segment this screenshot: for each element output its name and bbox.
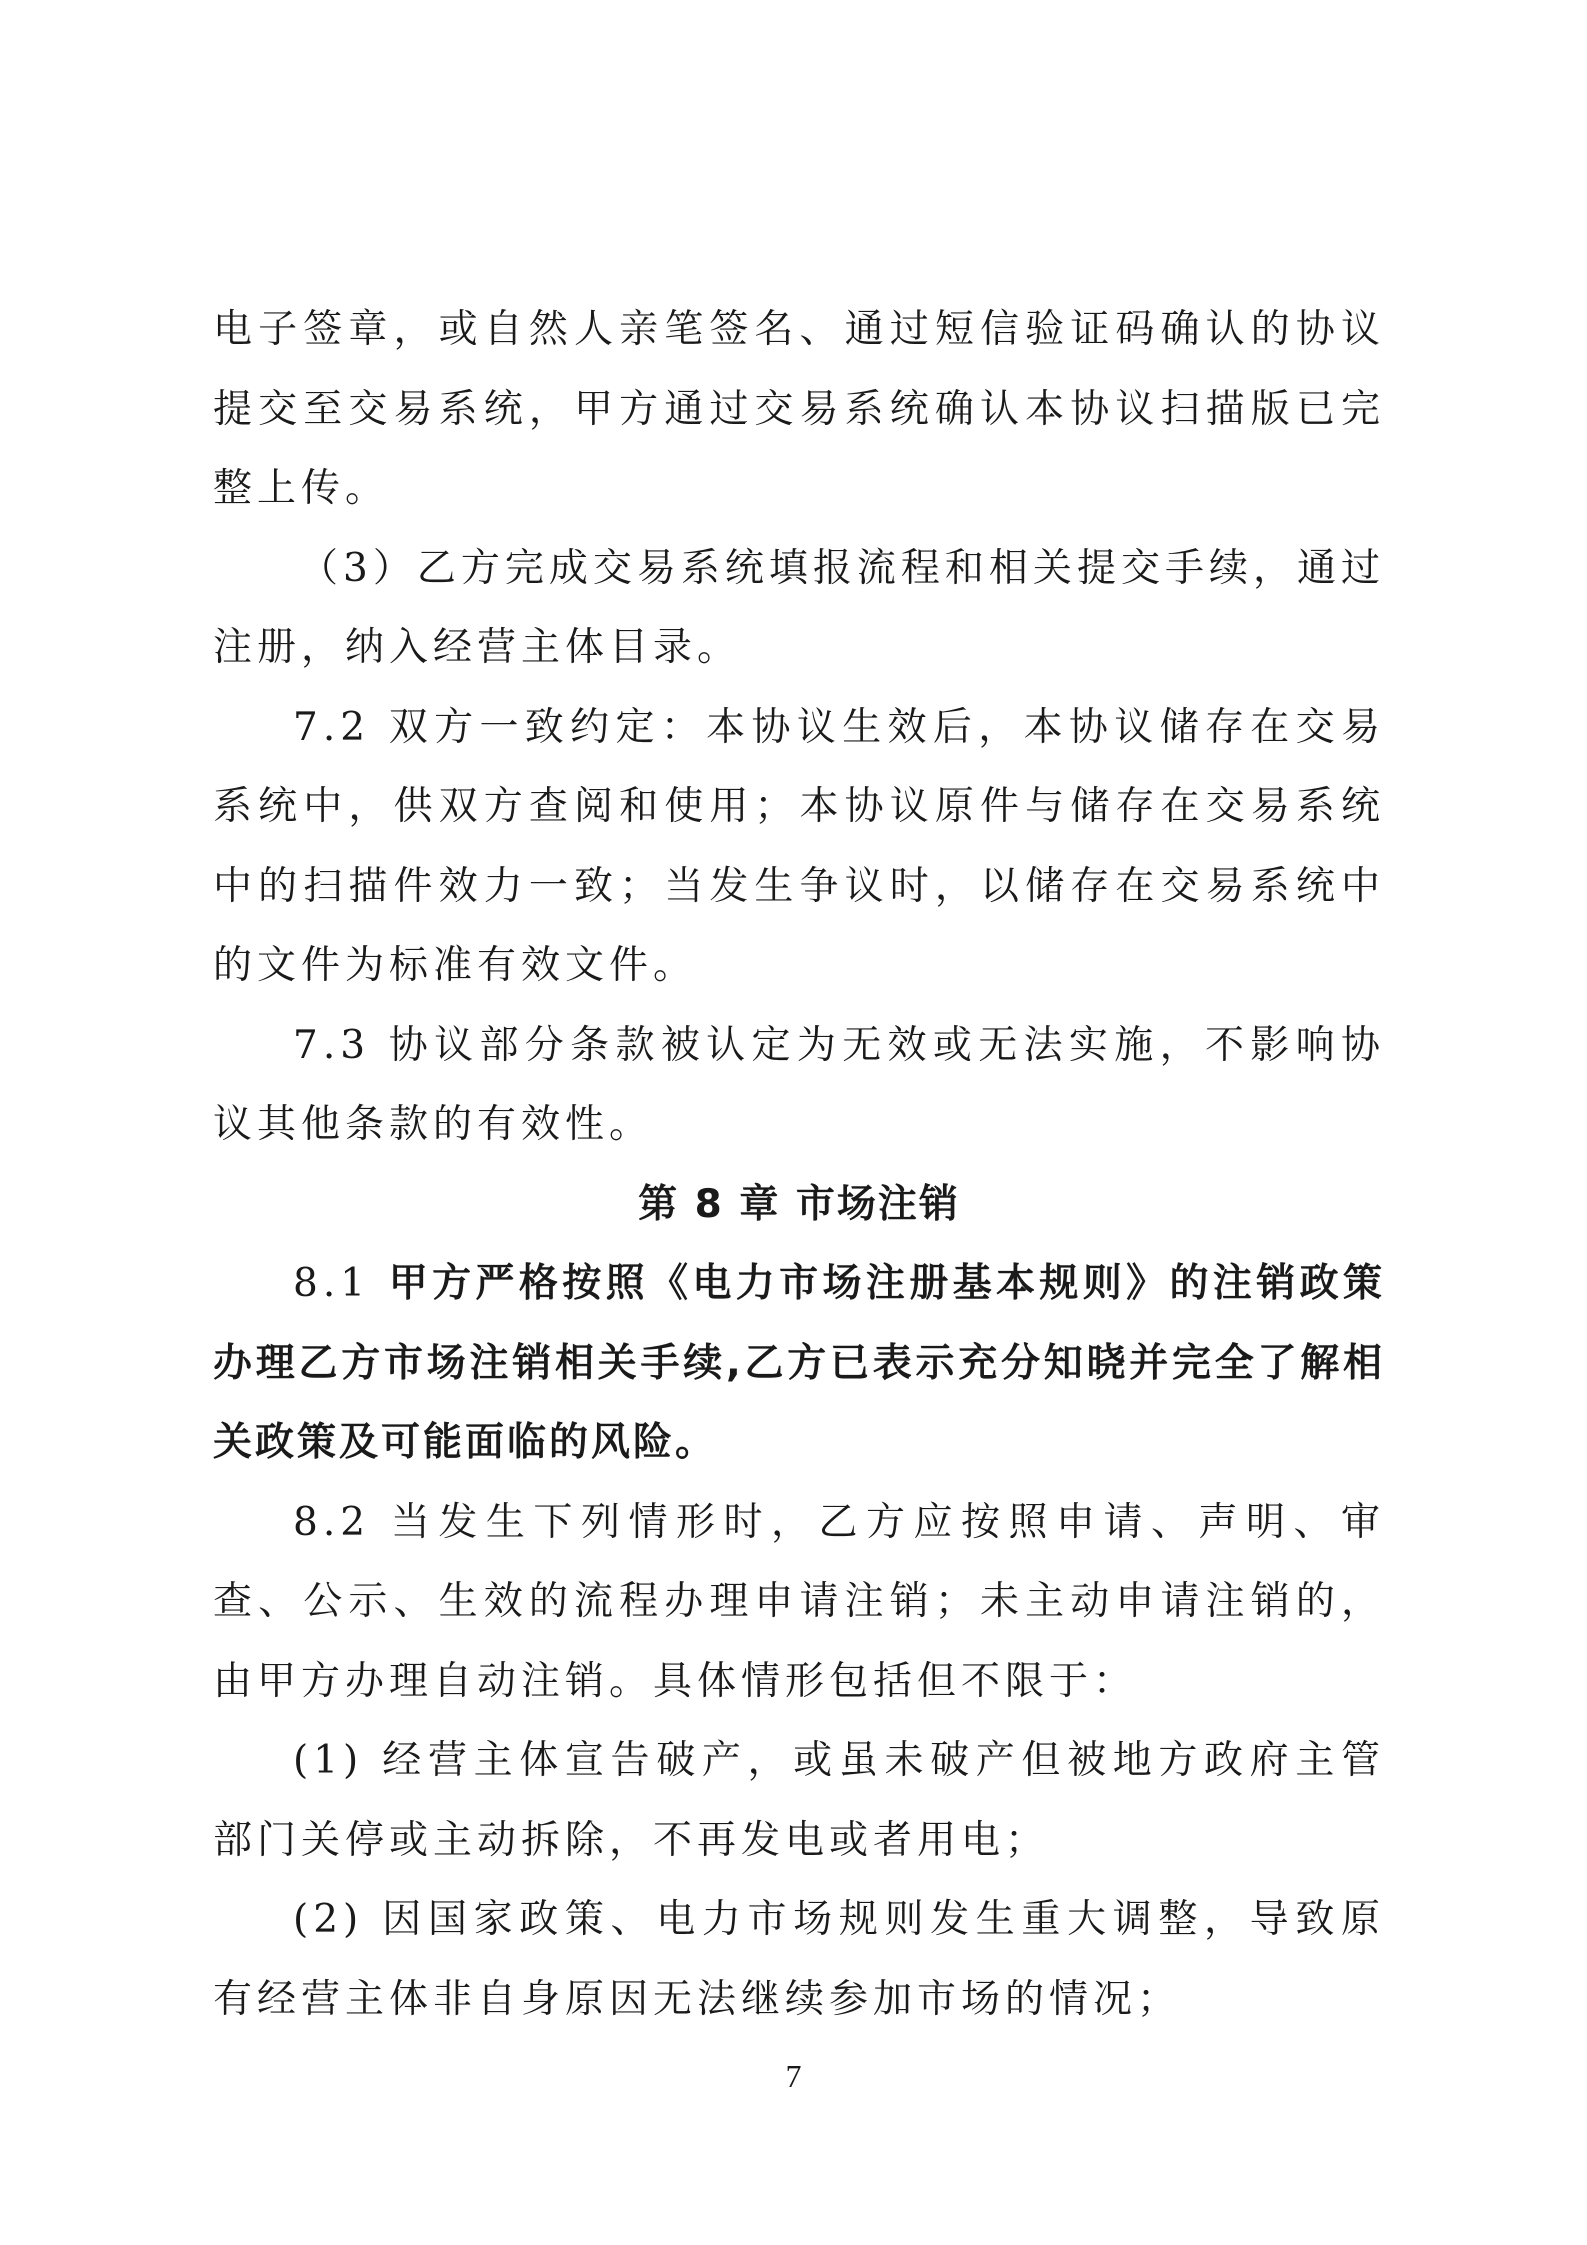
clause-number: 8.1	[293, 1261, 389, 1306]
paragraph-clause-3: （3）乙方完成交易系统填报流程和相关提交手续，通过注册，纳入经营主体目录。	[213, 545, 1385, 670]
paragraph-7-2: 7.2 双方一致约定：本协议生效后，本协议储存在交易系统中，供双方查阅和使用；本协议原件与储存在交易系统中的扫描件效力一致；当发生争议时，以储存在交易系统中的文件为标准有效文件。	[213, 704, 1385, 988]
paragraph-7-3: 7.3 协议部分条款被认定为无效或无法实施，不影响协议其他条款的有效性。	[213, 1022, 1385, 1147]
paragraph-signature-submission: 电子签章，或自然人亲笔签名、通过短信验证码确认的协议提交至交易系统，甲方通过交易系统确认本协议扫描版已完整上传。	[213, 307, 1385, 511]
paragraph-item-2: (2) 因国家政策、电力市场规则发生重大调整，导致原有经营主体非自身原因无法继续参加市场的情况；	[213, 1897, 1385, 2022]
paragraph-item-1: (1) 经营主体宣告破产，或虽未破产但被地方政府主管部门关停或主动拆除，不再发电或者用电；	[213, 1738, 1385, 1863]
document-body	[213, 290, 1385, 2039]
paragraph-8-2: 8.2 当发生下列情形时，乙方应按照申请、声明、审查、公示、生效的流程办理申请注销；未主动申请注销的，由甲方办理自动注销。具体情形包括但不限于：	[213, 1499, 1385, 1704]
chapter-heading: 第 8 章 市场注销	[638, 1181, 960, 1227]
paragraph-8-1	[213, 1244, 1385, 1483]
page-number: 7	[785, 2058, 802, 2094]
bold-clause-text: 甲方严格按照《电力市场注册基本规则》的注销政策办理乙方市场注销相关手续,乙方已表示充分知晓并完全了解相关政策及可能面临的风险。	[213, 1261, 1385, 1465]
